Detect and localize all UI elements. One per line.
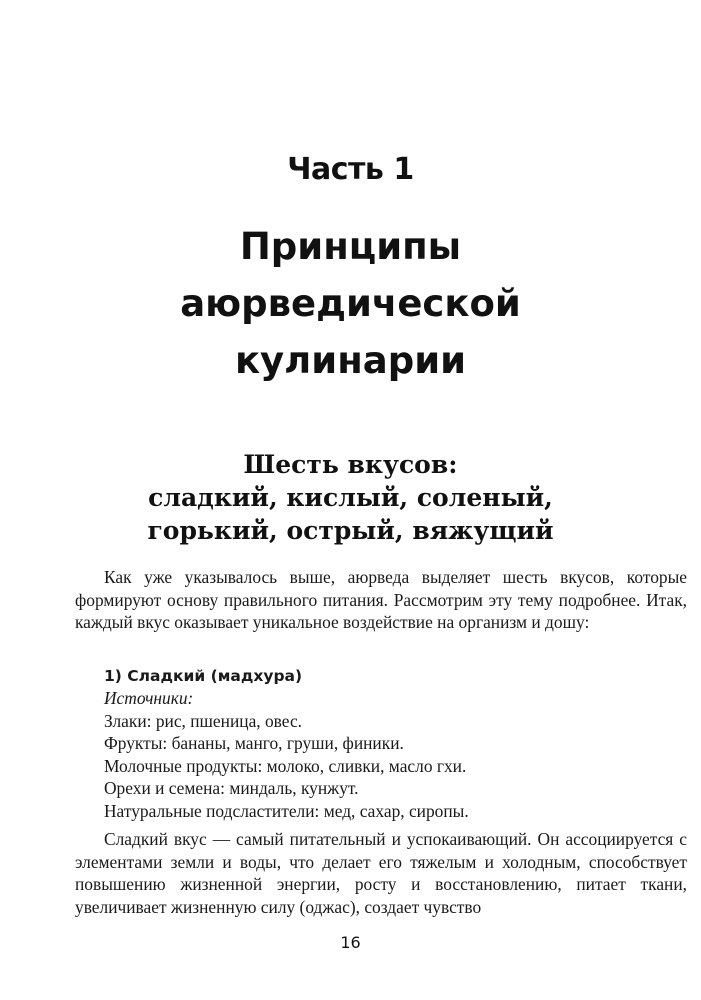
chapter-title — [0, 448, 701, 547]
source-item: Орехи и семена: миндаль, кунжут. — [104, 778, 359, 798]
page-number: 16 — [340, 933, 361, 952]
chapter-title-line: горький, острый, вяжущий — [147, 516, 554, 545]
source-item: Молочные продукты: молоко, сливки, масло гхи. — [104, 755, 467, 776]
intro-paragraph: Как уже указывалось выше, аюрведа выделяет шесть вкусов, которые формируют основу правильного питания. Рассмотрим эту тему подробнее. Итак, каждый вкус оказывает уникальное воздействие на организм и дошу: — [75, 567, 687, 632]
part-title-line: кулинарии — [234, 339, 467, 382]
source-item: Натуральные подсластители: мед, сахар, сиропы. — [104, 800, 469, 821]
chapter-title-line: Шесть вкусов: — [243, 450, 458, 479]
part-title-line: Принципы — [239, 225, 462, 268]
source-item: Фрукты: бананы, манго, груши, финики. — [104, 733, 404, 753]
taste-heading: 1) Сладкий (мадхура) — [104, 667, 303, 685]
taste-section — [75, 665, 687, 918]
intro-section — [75, 566, 687, 634]
part-label: Часть 1 — [287, 152, 414, 187]
part-title-line: аюрведической — [180, 282, 521, 325]
part-title — [0, 218, 701, 389]
taste-description: Сладкий вкус — самый питательный и успокаивающий. Он ассоциируется с элементами земли и воды, что делает его тяжелым и холодным, способствует повышению жизненной энергии, росту и восстановлению, питает ткани, увеличивает жизненную силу (оджас), создает чувство — [75, 829, 687, 917]
sources-label: Источники: — [104, 688, 194, 708]
chapter-title-line: сладкий, кислый, соленый, — [148, 483, 553, 512]
source-item: Злаки: рис, пшеница, овес. — [104, 710, 303, 731]
